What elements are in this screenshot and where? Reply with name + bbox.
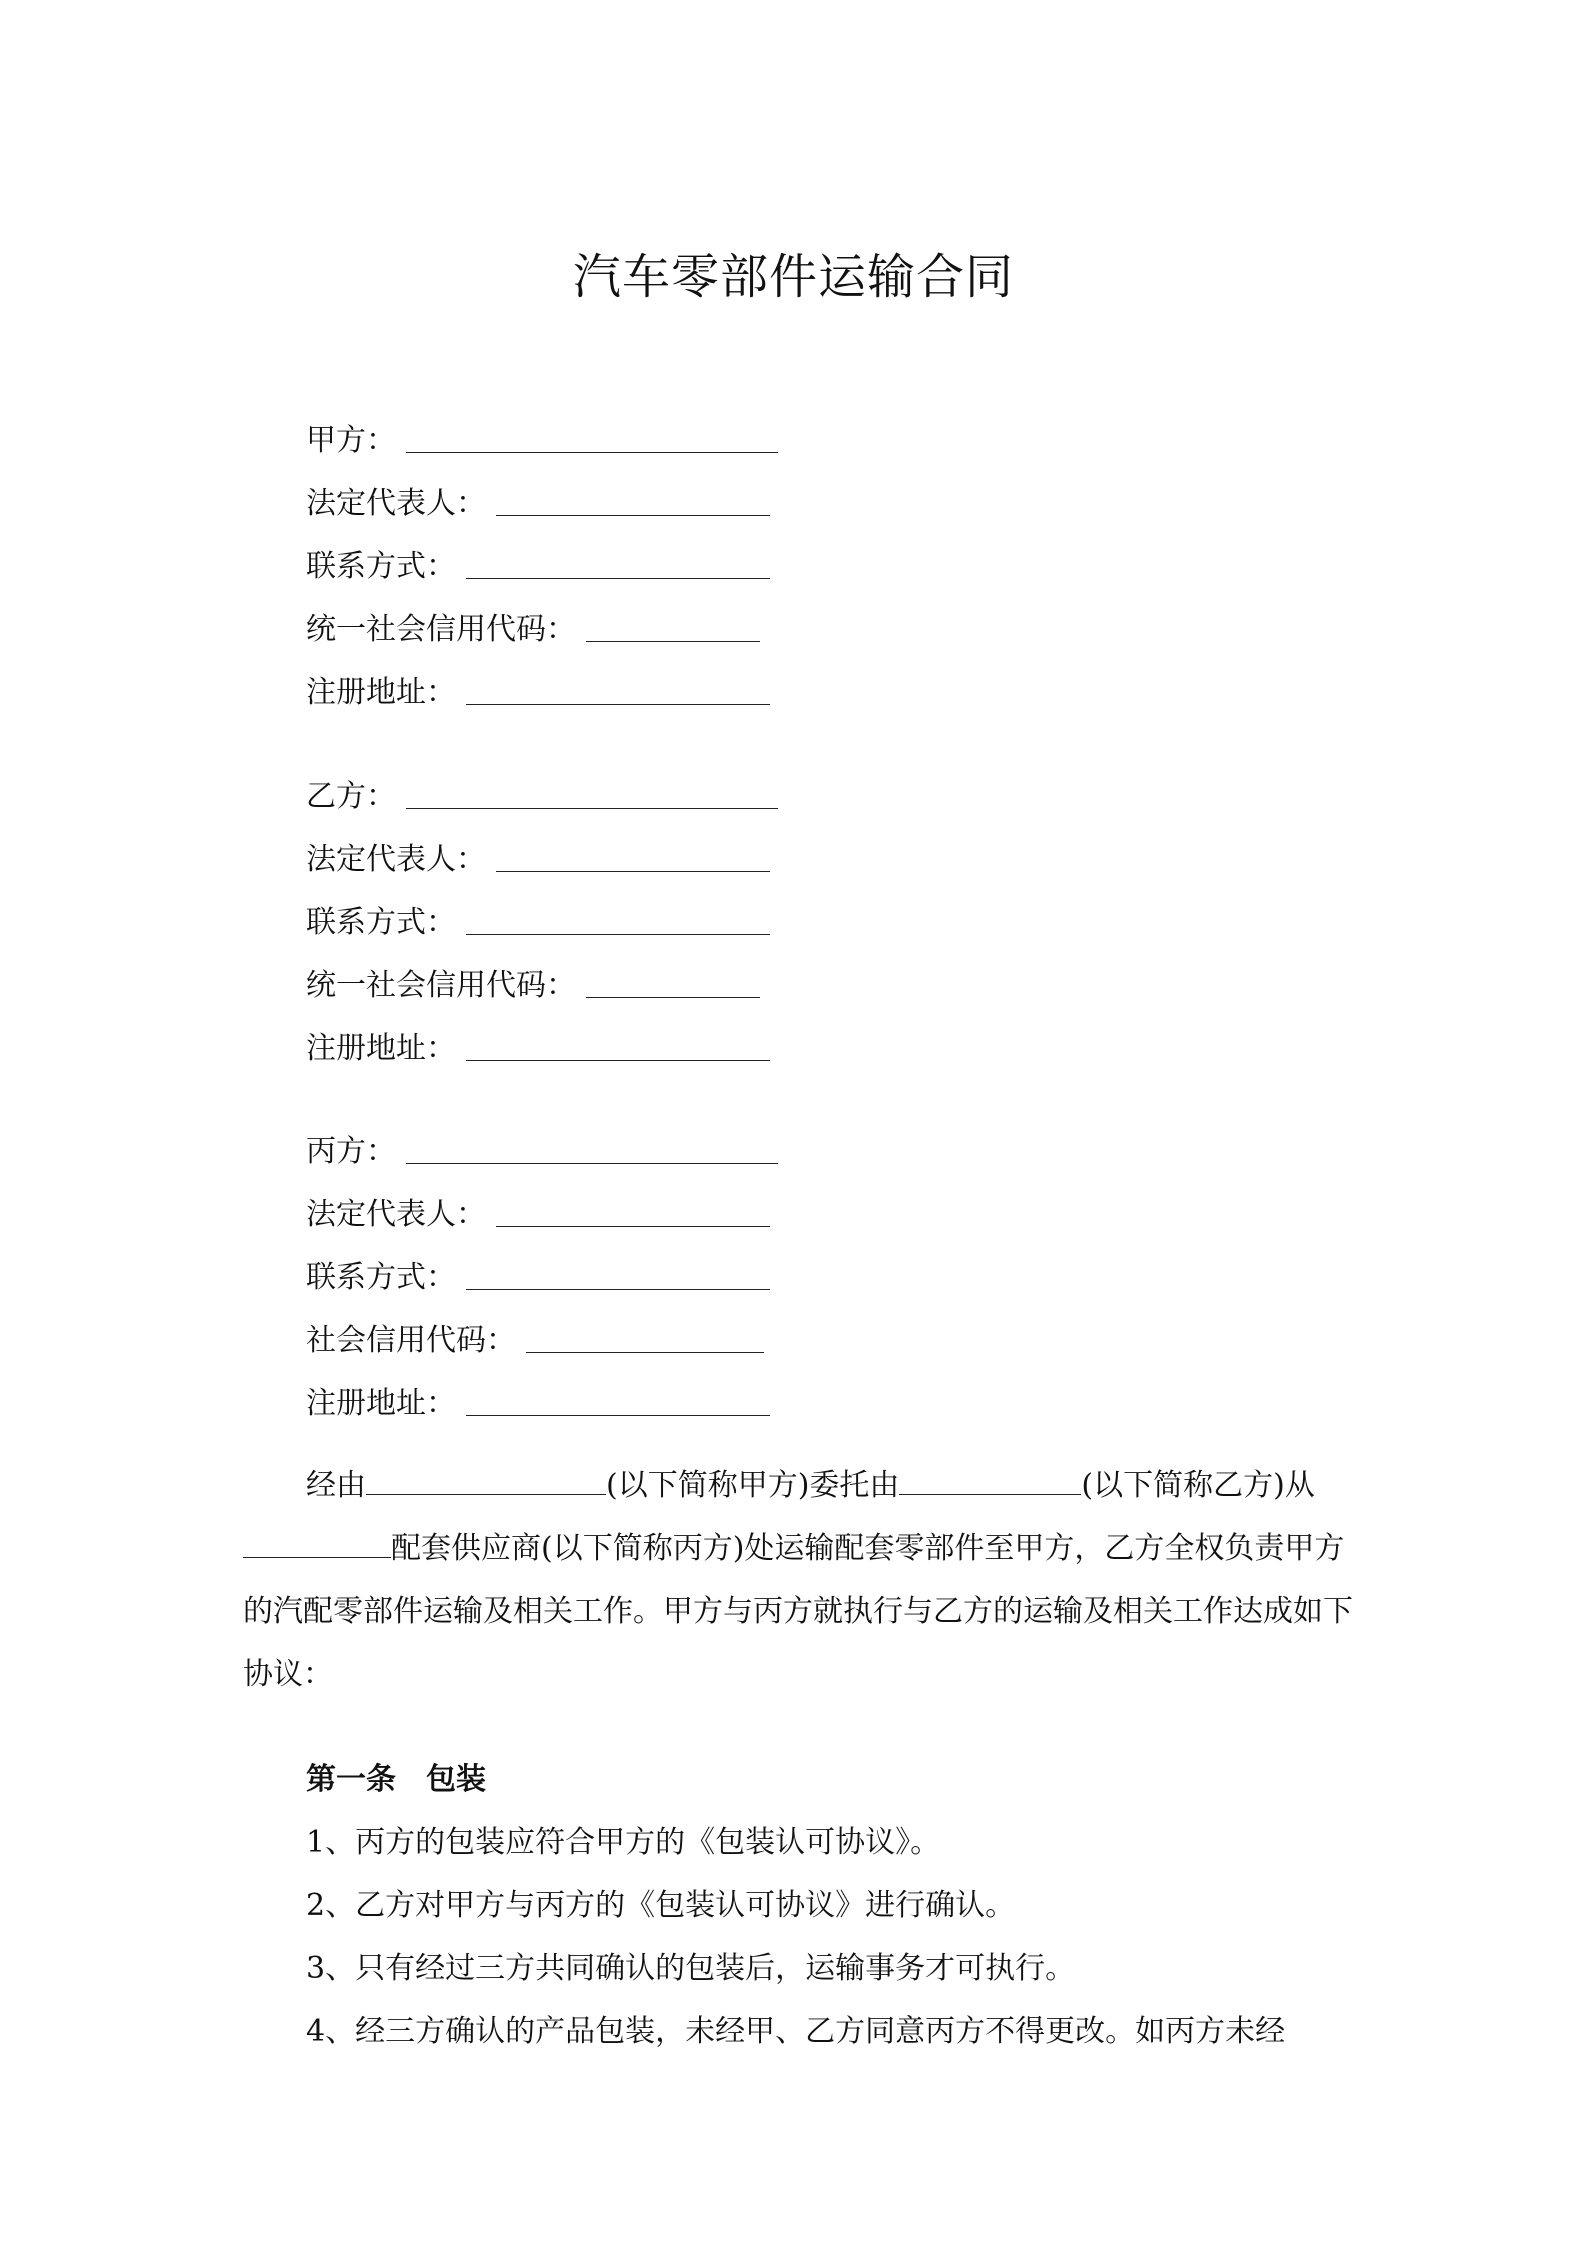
field-label: 法定代表人：: [306, 1197, 486, 1232]
fill-in-blank[interactable]: [466, 704, 770, 705]
preamble-text: 从: [1284, 1468, 1315, 1503]
document-title: 汽车零部件运输合同: [572, 249, 1014, 305]
party-a-credit-code-field[interactable]: [306, 585, 778, 648]
fill-in-blank[interactable]: [496, 871, 770, 872]
article-1: [306, 1748, 1356, 2063]
party-a-contact-field[interactable]: [306, 522, 778, 585]
preamble-text: (以下简称甲方)委托由: [606, 1468, 900, 1503]
fill-in-blank[interactable]: [366, 1468, 606, 1495]
clause: 2、乙方对甲方与丙方的《包装认可协议》进行确认。: [306, 1888, 1016, 1923]
clause: 1、丙方的包装应符合甲方的《包装认可协议》。: [306, 1825, 941, 1860]
fill-in-blank[interactable]: [586, 641, 760, 642]
party-c-address-field[interactable]: [306, 1359, 778, 1422]
field-label: 注册地址：: [306, 675, 456, 710]
fill-in-blank[interactable]: [496, 1226, 770, 1227]
field-label: 联系方式：: [306, 905, 456, 940]
article-title: 包装: [426, 1762, 486, 1797]
article-number: 第一条: [306, 1762, 396, 1797]
field-label: 甲方：: [306, 423, 396, 458]
fill-in-blank[interactable]: [406, 452, 778, 453]
party-b-legal-rep-field[interactable]: [306, 815, 778, 878]
fill-in-blank[interactable]: [406, 808, 778, 809]
field-label: 联系方式：: [306, 549, 456, 584]
party-c-name-field[interactable]: [306, 1107, 778, 1170]
party-c-credit-code-field[interactable]: [306, 1296, 778, 1359]
party-a-block: [306, 396, 778, 711]
field-label: 法定代表人：: [306, 842, 486, 877]
fill-in-blank[interactable]: [496, 515, 770, 516]
field-label: 统一社会信用代码：: [306, 968, 576, 1003]
fill-in-blank[interactable]: [899, 1468, 1081, 1495]
fill-in-blank[interactable]: [526, 1352, 764, 1353]
party-a-name-field[interactable]: [306, 396, 778, 459]
fill-in-blank[interactable]: [466, 1289, 770, 1290]
preamble-text: 配套供应商(以下简称丙方)处运输配套零部件至甲方，乙方全权负责甲方的汽配零部件运输及相关工作。甲方与丙方就执行与乙方的运输及相关工作达成如下协议：: [243, 1531, 1353, 1692]
party-c-legal-rep-field[interactable]: [306, 1170, 778, 1233]
field-label: 联系方式：: [306, 1260, 456, 1295]
field-label: 统一社会信用代码：: [306, 612, 576, 647]
party-a-legal-rep-field[interactable]: [306, 459, 778, 522]
fill-in-blank[interactable]: [466, 578, 770, 579]
clause: 3、只有经过三方共同确认的包装后，运输事务才可执行。: [306, 1951, 1076, 1986]
party-b-contact-field[interactable]: [306, 878, 778, 941]
preamble-paragraph: [243, 1454, 1355, 1706]
preamble-text: (以下简称乙方): [1081, 1468, 1285, 1503]
party-c-block: [306, 1107, 778, 1422]
clause: 4、经三方确认的产品包装，未经甲、乙方同意丙方不得更改。如丙方未经: [306, 2014, 1286, 2049]
field-label: 注册地址：: [306, 1386, 456, 1421]
fill-in-blank[interactable]: [466, 1415, 770, 1416]
party-b-block: [306, 752, 778, 1067]
party-b-credit-code-field[interactable]: [306, 941, 778, 1004]
party-a-address-field[interactable]: [306, 648, 778, 711]
fill-in-blank[interactable]: [466, 1060, 770, 1061]
field-label: 注册地址：: [306, 1031, 456, 1066]
article-heading: [306, 1748, 1356, 1811]
field-label: 丙方：: [306, 1134, 396, 1169]
preamble-text: 经由: [306, 1468, 366, 1503]
field-label: 社会信用代码：: [306, 1323, 516, 1358]
fill-in-blank[interactable]: [243, 1531, 391, 1558]
party-c-contact-field[interactable]: [306, 1233, 778, 1296]
field-label: 乙方：: [306, 779, 396, 814]
fill-in-blank[interactable]: [406, 1163, 778, 1164]
fill-in-blank[interactable]: [466, 934, 770, 935]
field-label: 法定代表人：: [306, 486, 486, 521]
party-b-address-field[interactable]: [306, 1004, 778, 1067]
party-b-name-field[interactable]: [306, 752, 778, 815]
fill-in-blank[interactable]: [586, 997, 760, 998]
